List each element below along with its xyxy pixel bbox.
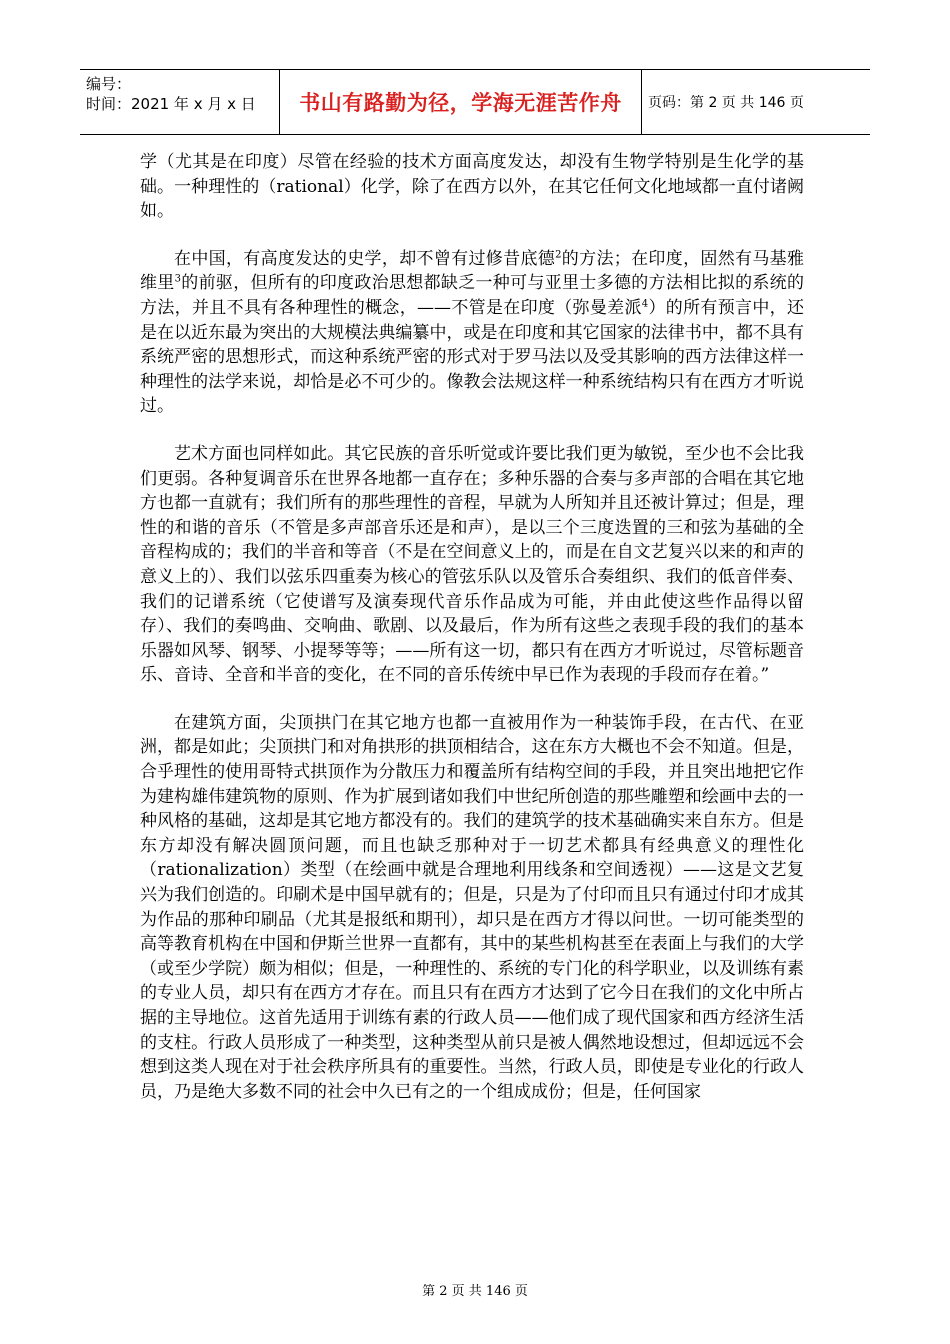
footnote-ref-3: 3 [174,273,181,285]
document-date-label: 时间：2021 年 x 月 x 日 [86,95,256,113]
paragraph-2-part-c: 的前驱，但所有的印度政治思想都缺乏一种可与亚里士多德的方法相比拟的系统的方法，并且不具有各种理性的概念，——不管是在印度（弥曼差派 [140,273,805,318]
footnote-ref-2: 2 [555,249,562,261]
page-footer: 第 2 页 共 146 页 [422,1284,528,1299]
header-meta-cell [80,70,280,134]
page-header [80,69,870,135]
paragraph-2 [140,247,804,419]
header-page-info: 页码：第 2 页 共 146 页 [648,95,804,111]
header-motto: 书山有路勤为径，学海无涯苦作舟 [280,70,642,134]
document-number-label: 编号： [86,75,132,93]
paragraph-2-part-a: 在中国，有高度发达的史学，却不曾有过修昔底德 [174,248,556,269]
paragraph-2-part-d: ）的所有预言中，还是在以近东最为突出的大规模法典编纂中，或是在印度和其它国家的法律书中，都不具有系统严密的思想形式，而这种系统严密的形式对于罗马法以及受其影响的西方法律这样一种理性的法学来说，却恰是必不可少的。像教会法规这样一种系统结构只有在西方才听说过。 [140,297,804,417]
body-text [140,150,804,1127]
footnote-ref-4: 4 [641,298,649,310]
paragraph-2-part-b: 的方法；在印度，固然有马基雅维里 [140,248,805,294]
paragraph-1: 学（尤其是在印度）尽管在经验的技术方面高度发达，却没有生物学特别是生化学的基础。一种理性的（rational）化学，除了在西方以外，在其它任何文化地域都一直付诸阙如。 [140,152,804,222]
paragraph-4: 在建筑方面，尖顶拱门在其它地方也都一直被用作为一种装饰手段，在古代、在亚洲，都是如此；尖顶拱门和对角拱形的拱顶相结合，这在东方大概也不会不知道。但是，合乎理性的使用哥特式拱顶作为分散压力和覆盖所有结构空间的手段，并且突出地把它作为建构雄伟建筑物的原则、作为扩展到诸如我们中世纪所创造的那些雕塑和绘画中去的一种风格的基础，这却是其它地方都没有的。我们的建筑学的技术基础确实来自东方。但是东方却没有解决圆顶问题，而且也缺乏那种对于一切艺术都具有经典意义的理性化（rationalization）类型（在绘画中就是合理地利用线条和空间透视）——这是文艺复兴为我们创造的。印刷术是中国早就有的；但是，只是为了付印而且只有通过付印才成其为作品的那种印刷品（尤其是报纸和期刊），却只是在西方才得以问世。一切可能类型的高等教育机构在中国和伊斯兰世界一直都有，其中的某些机构甚至在表面上与我们的大学（或至少学院）颇为相似；但是，一种理性的、系统的专门化的科学职业，以及训练有素的专业人员，却只有在西方才存在。而且只有在西方才达到了它今日在我们的文化中所占据的主导地位。这首先适用于训练有素的行政人员——他们成了现代国家和西方经济生活的支柱。行政人员形成了一种类型，这种类型从前只是被人偶然地设想过，但却远远不会想到这类人现在对于社会秩序所具有的重要性。当然，行政人员，即使是专业化的行政人员，乃是绝大多数不同的社会中久已有之的一个组成成份；但是，任何国家 [140,712,804,1102]
paragraph-3: 艺术方面也同样如此。其它民族的音乐听觉或许要比我们更为敏锐，至少也不会比我们更弱。各种复调音乐在世界各地都一直存在；多种乐器的合奏与多声部的合唱在其它地方也都一直就有；我们所有的那些理性的音程，早就为人所知并且还被计算过；但是，理性的和谐的音乐（不管是多声部音乐还是和声），是以三个三度迭置的三和弦为基础的全音程构成的；我们的半音和等音（不是在空间意义上的，而是在自文艺复兴以来的和声的意义上的）、我们以弦乐四重奏为核心的管弦乐队以及管乐合奏组织、我们的低音伴奏、我们的记谱系统（它使谱写及演奏现代音乐作品成为可能，并由此使这些作品得以留存）、我们的奏鸣曲、交响曲、歌剧、以及最后，作为所有这些之表现手段的我们的基本乐器如风琴、钢琴、小提琴等等；——所有这一切，都只有在西方才听说过，尽管标题音乐、音诗、全音和半音的变化，在不同的音乐传统中早已作为表现的手段而存在着。” [140,443,804,686]
